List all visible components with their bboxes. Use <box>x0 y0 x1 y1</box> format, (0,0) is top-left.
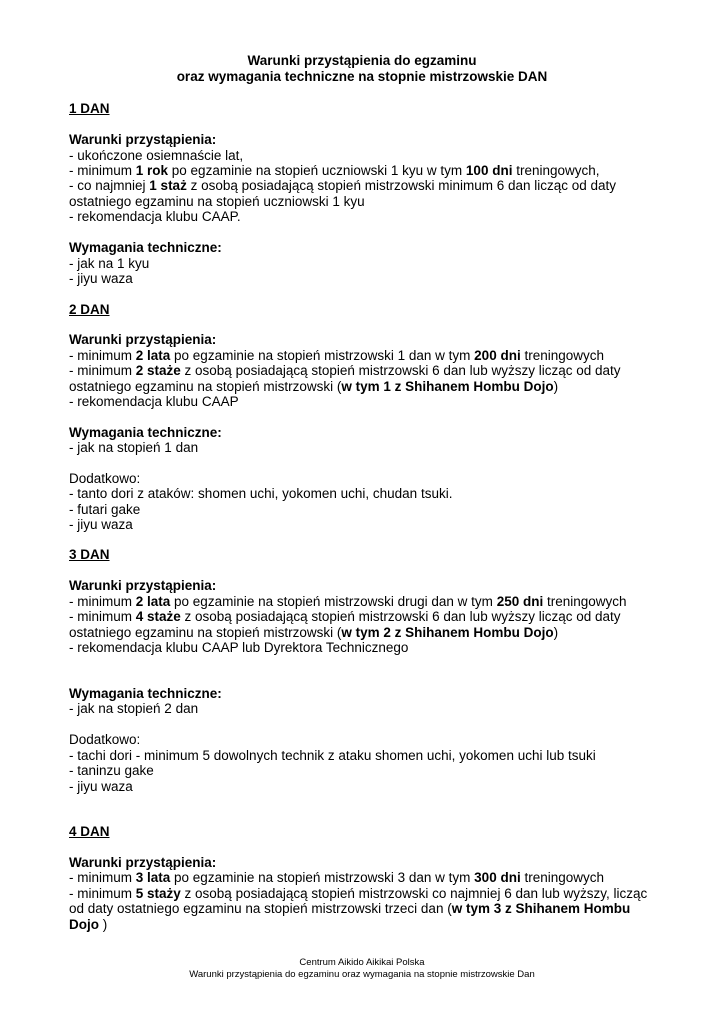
conditions-heading: Warunki przystąpienia: <box>69 132 217 147</box>
requirement-item: - jak na stopień 1 dan <box>69 440 199 455</box>
condition-item: - rekomendacja klubu CAAP <box>69 394 239 409</box>
technical-requirements-heading: Wymagania techniczne: <box>69 425 222 440</box>
condition-item-continued: ostatniego egzaminu na stopień mistrzowski (w tym 1 z Shihanem Hombu Dojo) <box>69 379 559 394</box>
additional-heading: Dodatkowo: <box>69 471 141 486</box>
section-heading-2-dan: 2 DAN <box>69 302 110 317</box>
requirement-item: - jak na 1 kyu <box>69 256 150 271</box>
condition-item: - minimum 5 staży z osobą posiadającą stopień mistrzowski co najmniej 6 dan lub wyższy, licząc <box>69 886 648 901</box>
document-title-line-1: Warunki przystąpienia do egzaminu <box>247 53 477 68</box>
technical-requirements-heading: Wymagania techniczne: <box>69 686 222 701</box>
condition-item: - minimum 4 staże z osobą posiadającą stopień mistrzowski 6 dan lub wyższy licząc od daty <box>69 609 621 624</box>
additional-heading: Dodatkowo: <box>69 732 141 747</box>
section-heading-3-dan: 3 DAN <box>69 547 110 562</box>
condition-item: - minimum 2 lata po egzaminie na stopień mistrzowski drugi dan w tym 250 dni treningowych <box>69 594 627 609</box>
footer-document-title: Warunki przystąpienia do egzaminu oraz wymagania na stopnie mistrzowskie Dan <box>189 969 535 980</box>
condition-item: - minimum 3 lata po egzaminie na stopień mistrzowski 3 dan w tym 300 dni treningowych <box>69 870 604 885</box>
footer-organization: Centrum Aikido Aikikai Polska <box>299 957 425 968</box>
additional-item: - tachi dori - minimum 5 dowolnych technik z ataku shomen uchi, yokomen uchi lub tsuki <box>69 748 596 763</box>
conditions-heading: Warunki przystąpienia: <box>69 855 217 870</box>
additional-item: - taninzu gake <box>69 763 154 778</box>
condition-item: - minimum 2 lata po egzaminie na stopień mistrzowski 1 dan w tym 200 dni treningowych <box>69 348 604 363</box>
additional-item: - jiyu waza <box>69 517 133 532</box>
condition-item: - minimum 1 rok po egzaminie na stopień uczniowski 1 kyu w tym 100 dni treningowych, <box>69 163 600 178</box>
requirement-item: - jiyu waza <box>69 271 133 286</box>
additional-item: - jiyu waza <box>69 779 133 794</box>
section-heading-4-dan: 4 DAN <box>69 824 110 839</box>
document-title-line-2: oraz wymagania techniczne na stopnie mistrzowskie DAN <box>176 69 548 84</box>
technical-requirements-heading: Wymagania techniczne: <box>69 240 222 255</box>
conditions-heading: Warunki przystąpienia: <box>69 332 217 347</box>
additional-item: - futari gake <box>69 502 141 517</box>
conditions-heading: Warunki przystąpienia: <box>69 578 217 593</box>
condition-item: - rekomendacja klubu CAAP. <box>69 209 241 224</box>
section-heading-1-dan: 1 DAN <box>69 101 110 116</box>
condition-item-continued: Dojo ) <box>69 917 108 932</box>
condition-item-continued: ostatniego egzaminu na stopień uczniowski 1 kyu <box>69 194 365 209</box>
requirement-item: - jak na stopień 2 dan <box>69 701 199 716</box>
condition-item: - ukończone osiemnaście lat, <box>69 148 244 163</box>
condition-item: - rekomendacja klubu CAAP lub Dyrektora Technicznego <box>69 640 409 655</box>
condition-item-continued: od daty ostatniego egzaminu na stopień mistrzowski trzeci dan (w tym 3 z Shihanem Hombu <box>69 901 631 916</box>
condition-item: - co najmniej 1 staż z osobą posiadającą stopień mistrzowski minimum 6 dan licząc od daty <box>69 178 617 193</box>
additional-item: - tanto dori z ataków: shomen uchi, yokomen uchi, chudan tsuki. <box>69 486 453 501</box>
condition-item-continued: ostatniego egzaminu na stopień mistrzowski (w tym 2 z Shihanem Hombu Dojo) <box>69 625 559 640</box>
condition-item: - minimum 2 staże z osobą posiadającą stopień mistrzowski 6 dan lub wyższy licząc od daty <box>69 363 621 378</box>
